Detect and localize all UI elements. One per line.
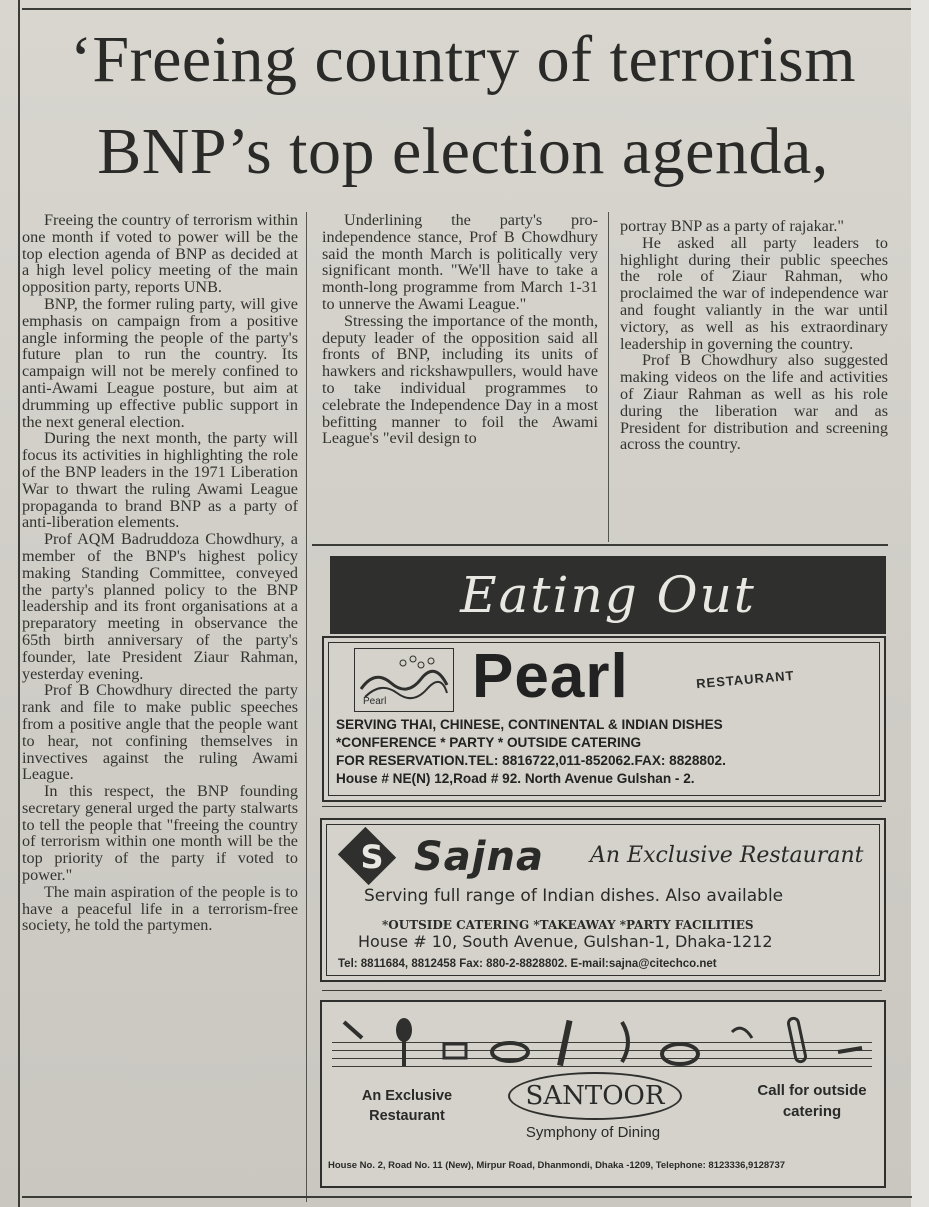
article-paragraph: Stressing the importance of the month, deputy leader of the opposition said all fronts of BNP, including its units of hawkers and rickshawpullers, would have to take individual programmes to celebrate the Independence Day in a most befitting manner to foil the Awami League's "evil design to — [322, 311, 598, 448]
article-paragraph: The main aspiration of the people is to have a peaceful life in a terrorism-free society, he told the partymen. — [22, 882, 298, 935]
bottom-rule — [22, 1196, 912, 1198]
left-column-rule — [18, 0, 20, 1207]
article-paragraph: Underlining the party's pro-independence stance, Prof B Chowdhury said the month March is politically very significant month. "We'll have to take a month-long programme from March 1-31 to unnerve the Awami League." — [322, 211, 598, 313]
santoor-left-text: An Exclusive Restaurant — [361, 1088, 453, 1124]
sajna-logo-letter: S — [360, 838, 384, 876]
pearl-restaurant-ad — [322, 636, 886, 802]
ad-separator — [322, 806, 882, 807]
sajna-serving-line: Serving full range of Indian dishes. Also available — [364, 886, 784, 906]
headline — [28, 14, 898, 198]
article-paragraph: Freeing the country of terrorism within one month if voted to power will be the top election agenda of BNP as decided at a high level policy meeting of the main opposition party, reports UNB. — [22, 211, 298, 297]
ad-separator — [322, 990, 882, 991]
sajna-contact: Tel: 8811684, 8812458 Fax: 880-2-8828802. E-mail:sajna@citechco.net — [338, 958, 717, 970]
santoor-address: House No. 2, Road No. 11 (New), Mirpur Road, Dhanmondi, Dhaka -1209, Telephone: 8123336,9128737 — [328, 1160, 786, 1171]
pearl-serving-line: SERVING THAI, CHINESE, CONTINENTAL & INDIAN DISHES — [336, 717, 723, 732]
sajna-name: Sajna — [414, 834, 544, 880]
top-rule — [22, 8, 912, 10]
santoor-right-text: Call for outside catering — [757, 1082, 867, 1120]
eating-out-banner: Eating Out — [330, 556, 886, 634]
santoor-restaurant-ad — [320, 1000, 886, 1188]
pearl-details — [336, 716, 876, 788]
pearl-phone-line: FOR RESERVATION.TEL: 8816722,011-852062.FAX: 8828802. — [336, 753, 726, 768]
pearl-name: Pearl — [472, 642, 629, 711]
pearl-services-line: *CONFERENCE * PARTY * OUTSIDE CATERING — [336, 735, 642, 750]
article-paragraph: He asked all party leaders to highlight during their public speeches the role of Ziaur Rahman, who proclaimed the war of independence war and fought valiantly in the war until victory, as well as his extraordinary leadership in governing the country. — [620, 233, 888, 353]
pearl-logo — [354, 648, 454, 712]
headline-line-2: BNP’s top election agenda, — [97, 115, 829, 188]
article-column-3 — [620, 218, 888, 453]
article-paragraph: Prof B Chowdhury also suggested making videos on the life and activities of Ziaur Rahman as well as his role during the liberation war and as President for distribution and screening across the country. — [620, 351, 888, 454]
santoor-subtitle: Symphony of Dining — [525, 1124, 661, 1141]
sajna-address: House # 10, South Avenue, Gulshan-1, Dhaka-1212 — [358, 932, 773, 951]
article-paragraph: In this respect, the BNP founding secretary general urged the party stalwarts to tell the people that "freeing the country of terrorism within one month will be the top priority of the party if voted to power." — [22, 782, 298, 885]
article-paragraph: Prof B Chowdhury directed the party rank and file to make public speeches from a positive angle that the people want to hear, not confining themselves in invectives against the ruling Awami League. — [22, 681, 298, 784]
sajna-restaurant-ad — [320, 818, 886, 982]
headline-line-1: ‘Freeing country of terrorism — [69, 23, 857, 96]
pearl-logo-label: Pearl — [363, 696, 387, 707]
sajna-tagline: An Exclusive Restaurant — [590, 843, 864, 868]
article-paragraph: portray BNP as a party of rajakar." — [620, 217, 845, 235]
utensils-icon — [332, 1012, 872, 1072]
article-paragraph: BNP, the former ruling party, will give emphasis on campaign from a positive angle informing the people of the party's future plan to run the country. Its campaign will not be merely confined to anti-Awami League posture, but aim at drumming up effective public support in the next general election. — [22, 294, 298, 431]
pearl-address-line: House # NE(N) 12,Road # 92. North Avenue Gulshan - 2. — [336, 771, 695, 786]
page-edge — [911, 0, 929, 1207]
article-paragraph: During the next month, the party will focus its activities in highlighting the role of the BNP leaders in the 1971 Liberation War to thwart the ruling Awami League propaganda to brand BNP as a party of anti-liberation elements. — [22, 429, 298, 532]
article-column-2 — [322, 212, 598, 447]
column-divider — [306, 212, 307, 1202]
article-paragraph: Prof AQM Badruddoza Chowdhury, a member of the BNP's highest policy making Standing Committee, conveyed the party's planned policy to the BNP leadership and its front organisations at a preparatory meeting in observance the 65th birth anniversary of the party's founder, late President Ziaur Rahman, yesterday evening. — [22, 530, 298, 683]
music-staff-icon — [332, 1022, 872, 1066]
santoor-logo: SANTOOR — [508, 1072, 682, 1120]
sajna-facilities: *OUTSIDE CATERING *TAKEAWAY *PARTY FACILITIES — [382, 918, 754, 932]
pearl-restaurant-label: RESTAURANT — [695, 667, 796, 692]
column-divider — [608, 212, 609, 542]
article-column-1 — [22, 212, 298, 934]
